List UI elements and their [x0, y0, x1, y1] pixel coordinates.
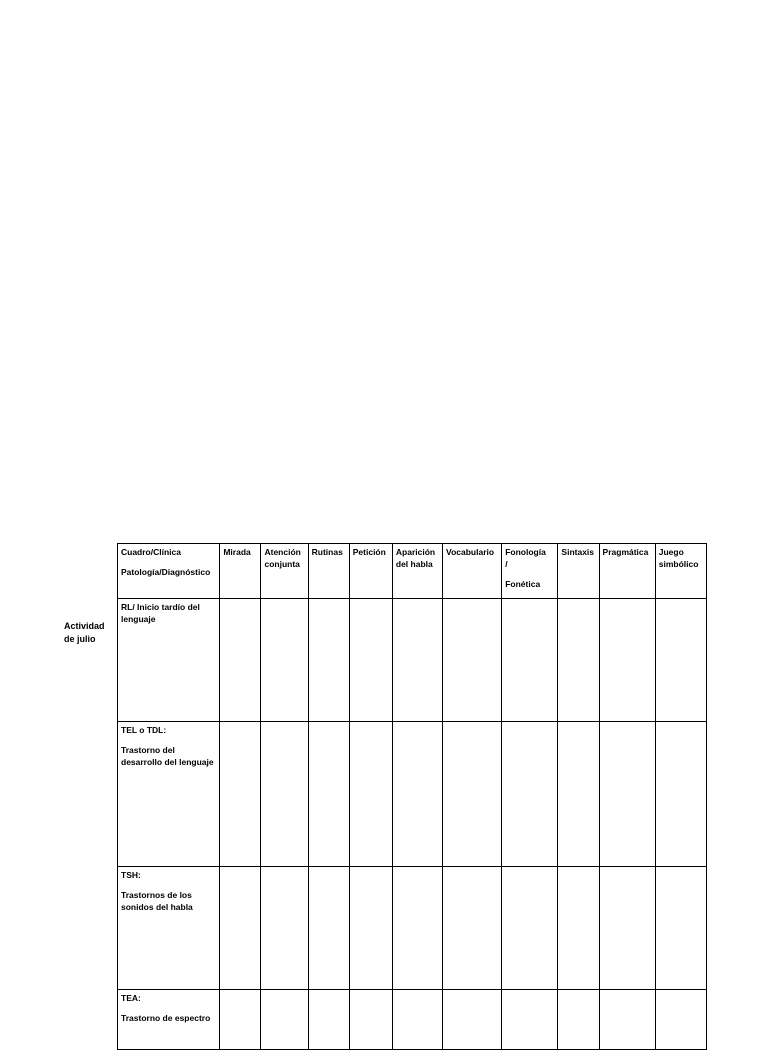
table-cell[interactable] — [443, 867, 502, 990]
table-cell[interactable] — [443, 722, 502, 867]
header-fonologia-label: Fonología — [505, 547, 546, 557]
table-row — [118, 867, 707, 990]
activity-label: Actividad de julio — [64, 621, 105, 644]
header-atencion-conjunta: Atención conjunta — [261, 544, 308, 599]
row-subtitle: Trastorno de espectro — [121, 1013, 211, 1023]
header-patologia-label: Patología/Diagnóstico — [121, 567, 211, 577]
table-cell[interactable] — [261, 599, 308, 722]
table-cell[interactable] — [308, 722, 349, 867]
row-title-cell — [118, 990, 220, 1050]
row-title: RL/ Inicio tardío del lenguaje — [121, 602, 200, 624]
row-subtitle: Trastornos de los sonidos del habla — [121, 890, 193, 912]
table-cell[interactable] — [599, 599, 655, 722]
header-juego-simbolico: Juego simbólico — [655, 544, 706, 599]
table-cell[interactable] — [558, 599, 599, 722]
table-cell[interactable] — [261, 722, 308, 867]
header-sintaxis: Sintaxis — [558, 544, 599, 599]
table-cell[interactable] — [502, 722, 558, 867]
table-cell[interactable] — [655, 990, 706, 1050]
table-cell[interactable] — [599, 722, 655, 867]
table-cell[interactable] — [349, 867, 392, 990]
header-peticion: Petición — [349, 544, 392, 599]
row-title: TSH: — [121, 870, 141, 880]
table-cell[interactable] — [261, 990, 308, 1050]
row-title: TEA: — [121, 993, 141, 1003]
header-rutinas: Rutinas — [308, 544, 349, 599]
table-cell[interactable] — [502, 990, 558, 1050]
header-fonetica-label: Fonética — [505, 579, 541, 589]
table-cell[interactable] — [392, 722, 442, 867]
row-subtitle: Trastorno del desarrollo del lenguaje — [121, 745, 214, 767]
table-row — [118, 599, 707, 722]
table-cell[interactable] — [308, 867, 349, 990]
table-cell[interactable] — [349, 722, 392, 867]
table-cell[interactable] — [349, 990, 392, 1050]
table-cell[interactable] — [308, 990, 349, 1050]
table-cell[interactable] — [655, 722, 706, 867]
table-cell[interactable] — [392, 599, 442, 722]
header-mirada: Mirada — [220, 544, 261, 599]
row-title: TEL o TDL: — [121, 725, 167, 735]
table-cell[interactable] — [502, 599, 558, 722]
table-cell[interactable] — [443, 599, 502, 722]
table-cell[interactable] — [392, 867, 442, 990]
table-cell[interactable] — [220, 599, 261, 722]
table-cell[interactable] — [392, 990, 442, 1050]
row-title-cell — [118, 722, 220, 867]
header-pragmatica: Pragmática — [599, 544, 655, 599]
table-cell[interactable] — [220, 990, 261, 1050]
header-fonologia-fonetica — [502, 544, 558, 599]
header-cuadro-label: Cuadro/Clínica — [121, 547, 181, 557]
table-cell[interactable] — [558, 722, 599, 867]
row-title-cell — [118, 867, 220, 990]
diagnosis-table — [117, 543, 707, 1050]
table-row — [118, 990, 707, 1050]
table-cell[interactable] — [502, 867, 558, 990]
table-cell[interactable] — [558, 867, 599, 990]
table-cell[interactable] — [558, 990, 599, 1050]
table-cell[interactable] — [308, 599, 349, 722]
table-cell[interactable] — [655, 867, 706, 990]
table-cell[interactable] — [349, 599, 392, 722]
header-cuadro-clinica — [118, 544, 220, 599]
table-cell[interactable] — [655, 599, 706, 722]
header-vocabulario: Vocabulario — [443, 544, 502, 599]
table-cell[interactable] — [220, 867, 261, 990]
header-aparicion-habla: Aparición del habla — [392, 544, 442, 599]
table-cell[interactable] — [599, 867, 655, 990]
row-title-cell — [118, 599, 220, 722]
table-cell[interactable] — [599, 990, 655, 1050]
table-row — [118, 722, 707, 867]
header-slash-label: / — [505, 559, 508, 569]
table-cell[interactable] — [220, 722, 261, 867]
table-cell[interactable] — [261, 867, 308, 990]
table-header-row — [118, 544, 707, 599]
table-cell[interactable] — [443, 990, 502, 1050]
